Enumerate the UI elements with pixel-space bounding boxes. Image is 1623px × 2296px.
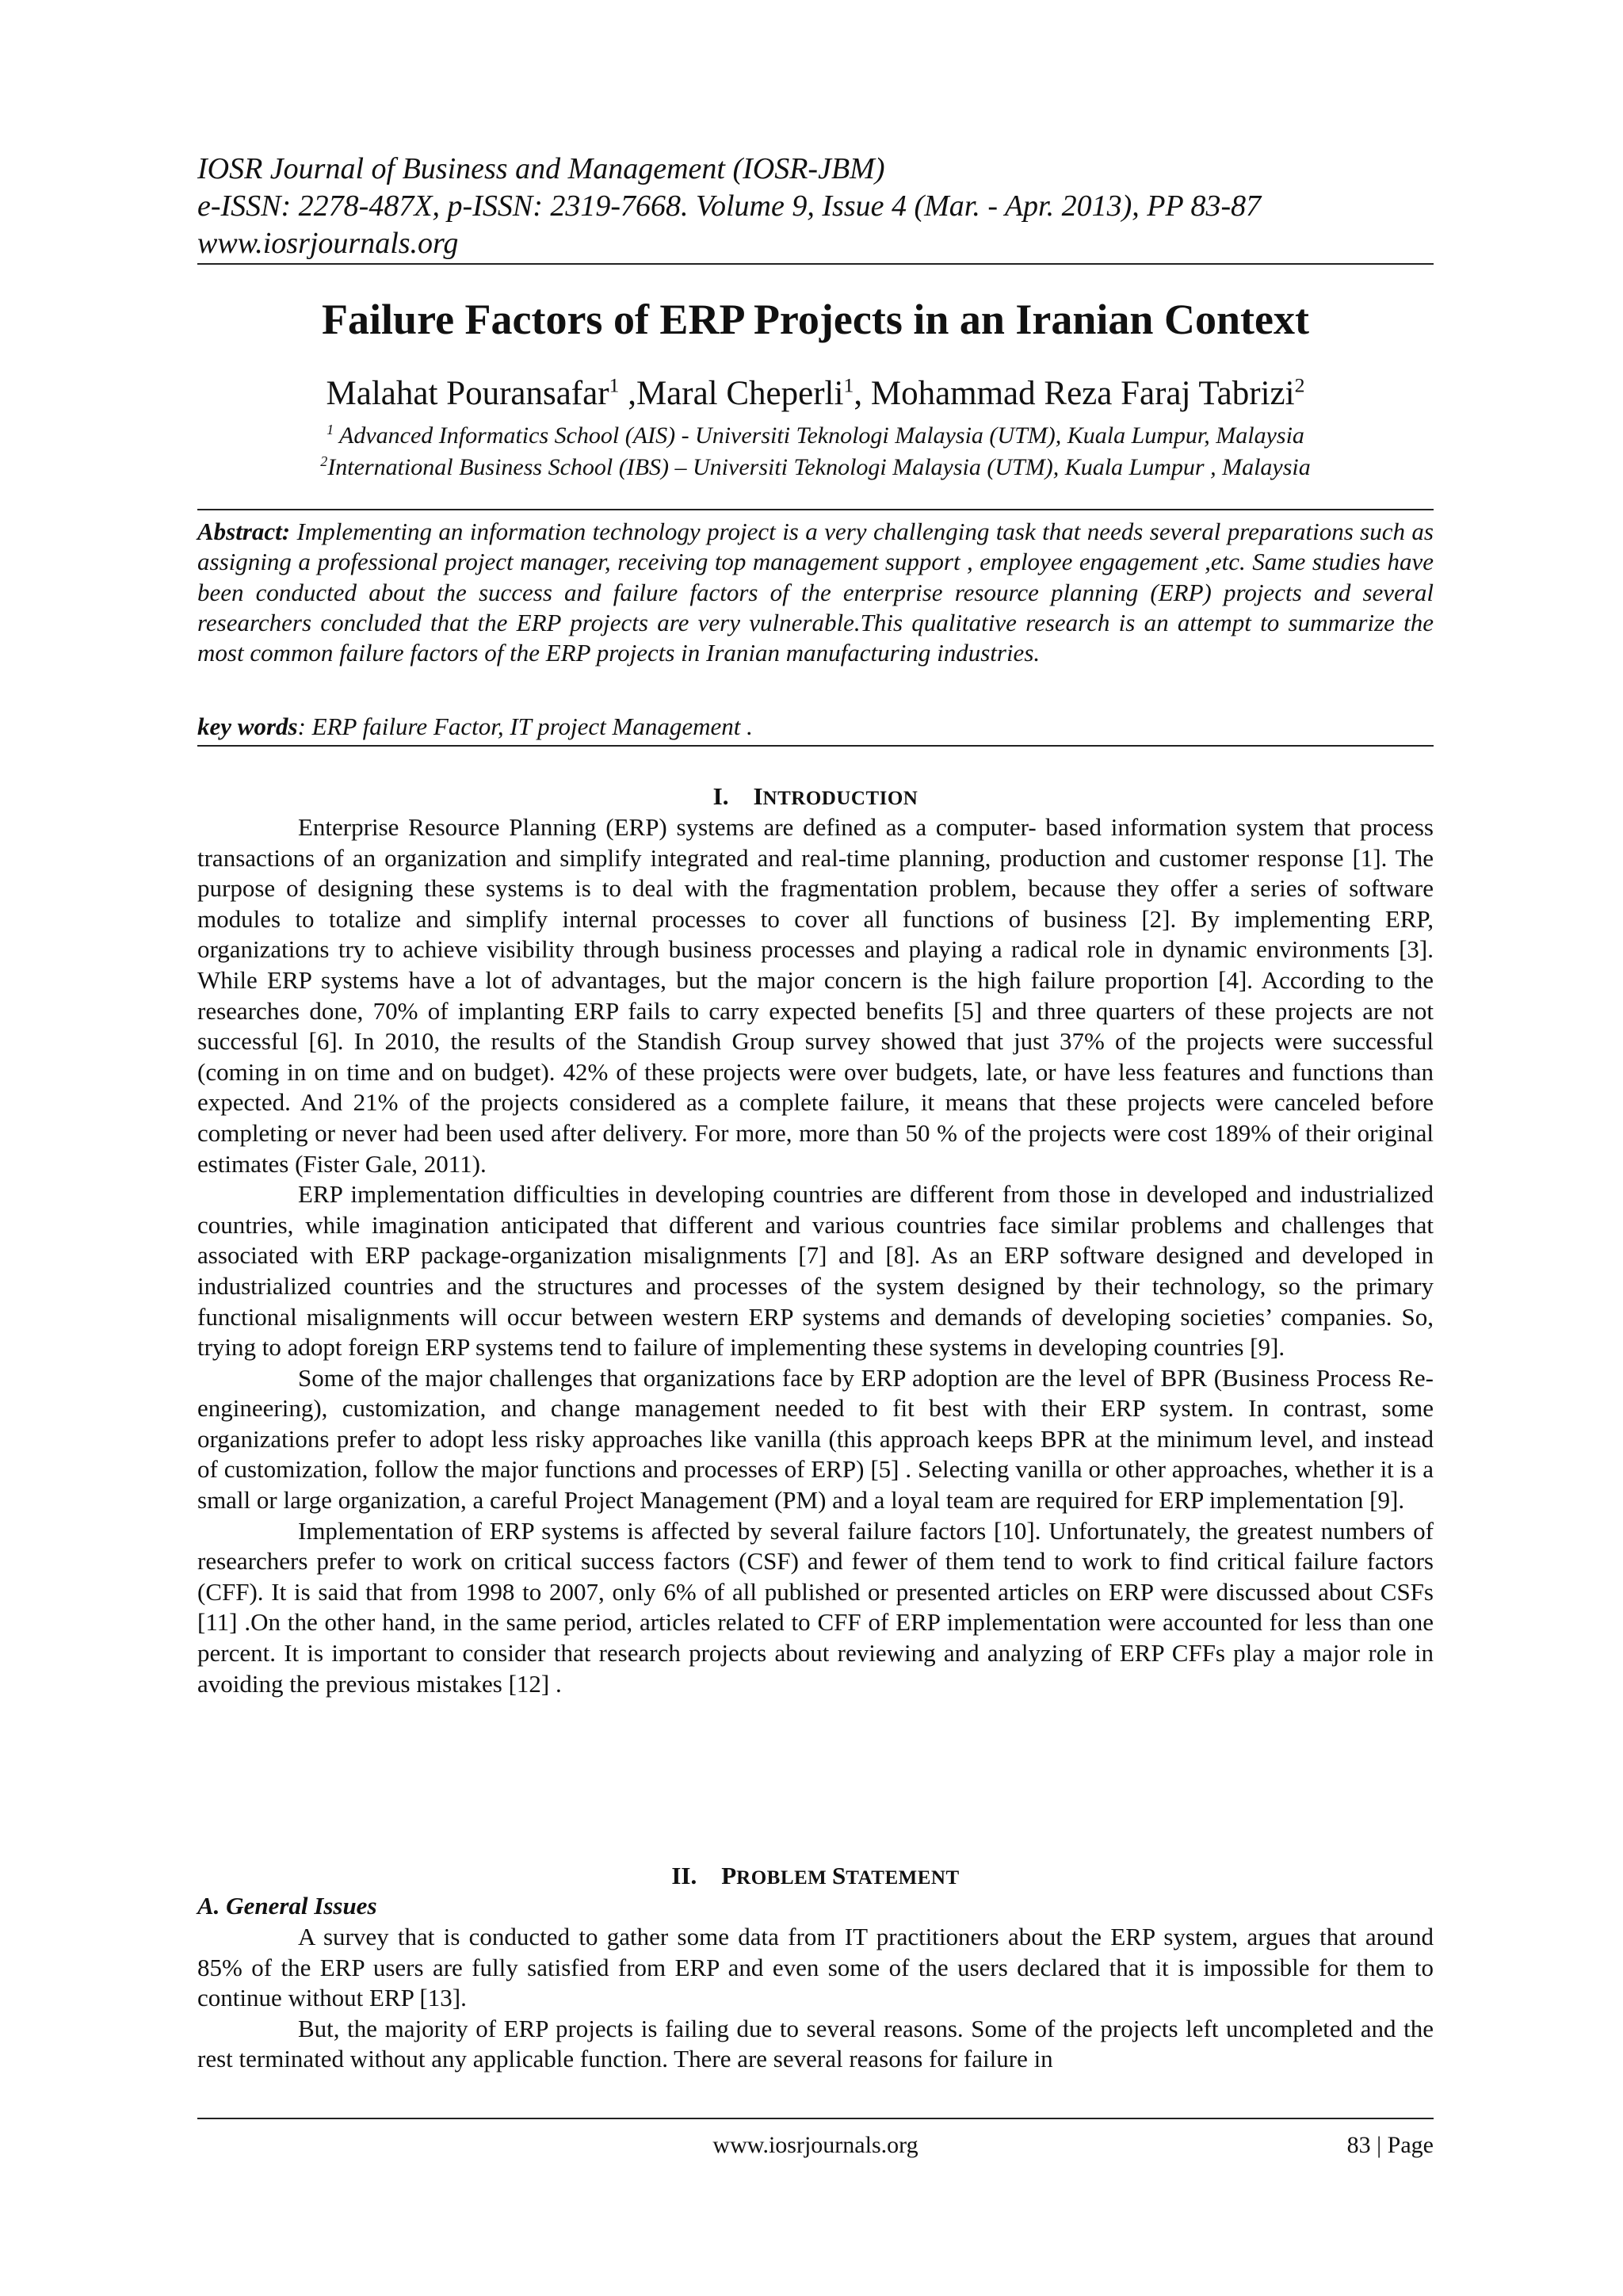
- paper-title: Failure Factors of ERP Projects in an Iranian Context: [322, 296, 1309, 343]
- section-heading-introduction: [197, 781, 1434, 815]
- section-title-rest: ROBLEM: [736, 1867, 833, 1889]
- paragraph: But, the majority of ERP projects is failing due to several reasons. Some of the projects left uncompleted and the rest terminated without any applicable function. There are several reasons for failure in: [197, 2014, 1434, 2073]
- affiliation-1: [197, 420, 1434, 452]
- journal-url[interactable]: www.iosrjournals.org: [197, 227, 459, 260]
- problem-statement-body: [197, 1922, 1434, 2075]
- introduction-body: [197, 812, 1434, 1699]
- header-rule: [197, 263, 1434, 265]
- keywords-text: : ERP failure Factor, IT project Management .: [297, 712, 753, 740]
- section-title-initial: P: [721, 1862, 737, 1889]
- section-numeral: II.: [671, 1862, 697, 1889]
- author-separator: ,: [619, 375, 636, 412]
- abstract: [197, 517, 1434, 668]
- section-title-rest: TATEMENT: [846, 1867, 960, 1889]
- page-footer: [197, 2128, 1434, 2163]
- affiliation-2: [197, 452, 1434, 483]
- section-title-initial: I: [753, 782, 763, 810]
- section-numeral: I.: [712, 782, 729, 810]
- footer-url[interactable]: www.iosrjournals.org: [712, 2132, 918, 2158]
- section-title-rest: NTRODUCTION: [762, 788, 918, 809]
- keywords-label: key words: [197, 712, 298, 740]
- journal-name: IOSR Journal of Business and Management (IOSR-JBM): [197, 152, 885, 185]
- abstract-label: Abstract:: [197, 518, 291, 545]
- affiliation-mark: 2: [320, 453, 328, 469]
- author-affil-mark: 2: [1294, 373, 1305, 397]
- author-list: [197, 372, 1434, 415]
- author-affil-mark: 1: [843, 373, 854, 397]
- author-separator: ,: [854, 375, 871, 412]
- author-affil-mark: 1: [609, 373, 620, 397]
- section-title-initial: S: [832, 1862, 846, 1889]
- abstract-text: Implementing an information technology project is a very challenging task that needs several preparations such as assigning a professional project manager, receiving top management support , employee engagement ,etc. Same studies have been conducted about the success and failure factors of the enterprise resource planning (ERP) projects and several researchers concluded that the ERP projects are very vulnerable.This qualitative research is an attempt to summarize the most common failure factors of the ERP projects in Iranian manufacturing industries.: [197, 518, 1434, 667]
- author-name: Mohammad Reza Faraj Tabrizi: [870, 375, 1295, 412]
- journal-issn: e-ISSN: 2278-487X, p-ISSN: 2319-7668. Volume 9, Issue 4 (Mar. - Apr. 2013), PP 83-87: [197, 189, 1262, 223]
- section-heading-problem-statement: [197, 1860, 1434, 1894]
- paragraph: Enterprise Resource Planning (ERP) systems are defined as a computer- based information system that process transactions of an organization and simplify integrated and real-time planning, production and customer response [1]. The purpose of designing these systems is to deal with the fragmentation problem, because they offer a series of software modules to totalize and simplify internal processes to cover all functions of business [2]. By implementing ERP, organizations try to achieve visibility through business processes and playing a radical role in dynamic environments [3]. While ERP systems have a lot of advantages, but the major concern is the high failure proportion [4]. According to the researches done, 70% of implanting ERP fails to carry expected benefits [5] and three quarters of these projects are not successful [6]. In 2010, the results of the Standish Group survey showed that just 37% of the projects were successful (coming in on time and on budget). 42% of these projects were over budgets, late, or have less features and functions than expected. And 21% of the projects considered as a complete failure, it means that these projects were canceled before completing or never had been used after delivery. For more, more than 50 % of the projects were cost 189% of their original estimates (Fister Gale, 2011).: [197, 813, 1434, 1178]
- keywords: [197, 712, 1434, 742]
- abstract-top-rule: [197, 509, 1434, 510]
- subsection-heading: A. General Issues: [197, 1892, 377, 1920]
- author-name: Maral Cheperli: [636, 375, 844, 412]
- journal-header: [197, 151, 1434, 262]
- author-name: Malahat Pouransafar: [326, 375, 609, 412]
- paragraph: Some of the major challenges that organizations face by ERP adoption are the level of BPR (Business Process Re-engineering), customization, and change management needed to fit best with their ERP system. In contrast, some organizations prefer to adopt less risky approaches like vanilla (this approach keeps BPR at the minimum level, and instead of customization, follow the major functions and processes of ERP) [5] . Selecting vanilla or other approaches, whether it is a small or large organization, a careful Project Management (PM) and a loyal team are required for ERP implementation [9].: [197, 1363, 1434, 1515]
- paragraph: Implementation of ERP systems is affected by several failure factors [10]. Unfortunately, the greatest numbers of researchers prefer to work on critical success factors (CSF) and fewer of them tend to work to find critical failure factors (CFF). It is said that from 1998 to 2007, only 6% of all published or presented articles on ERP were discussed about CSFs [11] .On the other hand, in the same period, articles related to CFF of ERP implementation were accounted for less than one percent. It is important to consider that research projects about reviewing and analyzing of ERP CFFs play a major role in avoiding the previous mistakes [12] .: [197, 1516, 1434, 1698]
- page-number: 83 | Page: [1346, 2132, 1434, 2158]
- affiliation-mark: 1: [327, 422, 334, 437]
- affiliation-text: International Business School (IBS) – Universiti Teknologi Malaysia (UTM), Kuala Lumpur , Malaysia: [327, 454, 1311, 480]
- affiliation-text: Advanced Informatics School (AIS) - Universiti Teknologi Malaysia (UTM), Kuala Lumpur, Malaysia: [334, 422, 1304, 449]
- paragraph: A survey that is conducted to gather some data from IT practitioners about the ERP system, argues that around 85% of the ERP users are fully satisfied from ERP and even some of the users declared that it is impossible for them to continue without ERP [13].: [197, 1923, 1434, 2012]
- paragraph: ERP implementation difficulties in developing countries are different from those in developed and industrialized countries, while imagination anticipated that different and various countries face similar problems and challenges that associated with ERP package-organization misalignments [7] and [8]. As an ERP software designed and developed in industrialized countries and the structures and processes of the system designed by their technology, so the primary functional misalignments will occur between western ERP systems and demands of developing societies’ companies. So, trying to adopt foreign ERP systems tend to failure of implementing these systems in developing countries [9].: [197, 1180, 1434, 1362]
- abstract-bottom-rule: [197, 745, 1434, 747]
- footer-rule: [197, 2118, 1434, 2119]
